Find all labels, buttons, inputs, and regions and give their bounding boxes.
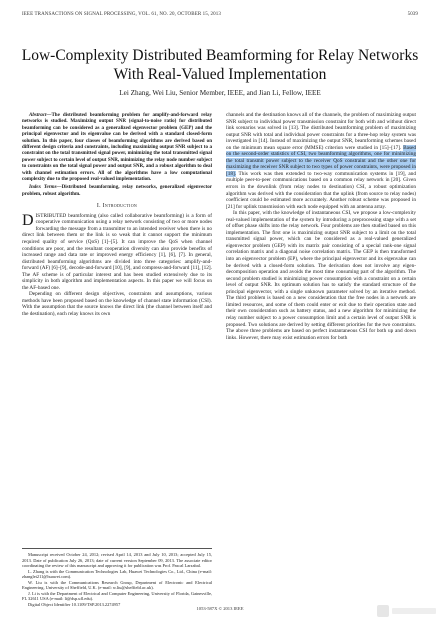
- watermark-logo: [376, 602, 438, 620]
- intro-paragraph-2: Depending on different design objectives, constraints and assumptions, various methods have been proposed based on the knowledge of channel state information (CSI). With the assumption that the source knows the direct link (the channel between itself and the destination), each relay knows its own: [22, 291, 212, 318]
- right-paragraph-1-start: channels and the destination knows all of the channels, the problem of maximizing output SNR subject to individual power transmission constraint for both with and without direct link scenarios was solved in [13]. The distributed beamforming problem of maximizing output SNR with total and individual power constraints for a three-hop relay system was investigated in [14]. Instead of maximizing the output SNR, beamforming schemes based on the minimum mean square error (MMSE) criterion were studied in [15]–[17].: [226, 112, 416, 151]
- intro-paragraph-1: [22, 213, 212, 292]
- abstract-lead: Abstract—: [29, 112, 52, 118]
- highlighted-text-selection[interactable]: Based on the second-order statistics of CSI, two beamforming algorithms, one for minimizing the total transmit power subject to the receiver QoS constraint and the other one for maximizing the receiver SNR subject to two types of power constraints, were proposed in [18].: [226, 144, 417, 177]
- index-terms-lead: Index Terms—: [29, 184, 62, 191]
- index-terms-text: Distributed beamforming, relay networks, generalized eigenvector problem, robust algorithm.: [22, 184, 212, 197]
- right-paragraph-2: In this paper, with the knowledge of instantaneous CSI, we propose a low-complexity real-valued implementation of the system by introducing a preprocessing stage with a set of offset phase shifts into the relay network. Four problems are then studied based on this implementation. The first one is maximizing output SNR subject to a limit on the total transmitted signal power, which can be considered as a real-valued generalized eigenvector problem (GEP) with its matrix pair consisting of a special rank-one signal correlation matrix and a diagonal noise correlation matrix. The GEP is then transformed into an eigenvector problem (EP), where the principal eigenvector and its eigenvalue can be derived with a closed-form solution. The derivation does not involve any eigen-decomposition operation and avoids the most time consuming part of the algorithm. The second problem studied is minimizing power consumption with a constraint on a certain level of output SNR. Its optimum solution has to satisfy the standard structure of the principal eigenvector, with a single unknown parameter solved by an iterative method. The third problem is based on a new consideration that the free nodes in a network are limited resources, and some of them could enter or exit due to their operation state and their own consideration such as battery status, and a new algorithm for minimizing the relay number subject to a power consumption limit and a certain level of output SNR is proposed. Two solutions are derived by setting different priorities for the two constraints. The above three problems are based on perfect instantaneous CSI for both up and down links. However, there may exist estimation errors for both: [226, 210, 416, 341]
- author-line: Lei Zhang, Wei Liu, Senior Member, IEEE, and Jian Li, Fellow, IEEE: [119, 89, 321, 97]
- running-header: [22, 12, 418, 17]
- footnote-manuscript: Manuscript received October 24, 2012; revised April 14, 2013 and July 10, 2013; accepted July 15, 2013. Date of publication July 26, 2013; date of current version September 09, 2013. The associate editor coordinating the review of this manuscript and approving it for publication was Prof. Pascal Larzabal.: [22, 552, 212, 568]
- abstract-text: The distributed beamforming problem for amplify-and-forward relay networks is studied. Maximizing output SNR (signal-to-noise ratio) for distributed beamforming can be considered as a generalized eigenvector problem (GEP) and the principal eigenvector and its eigenvalue can be derived with a standard closed-form solution. In this paper, four classes of beamforming algorithms are derived based on different design criteria and constraints, including maximizing output SNR subject to a constraint on the total transmitted signal power, minimizing the total transmitted signal power subject to certain level of output SNR, minimizing the relay node number subject to constraints on the total signal power and output SNR, and a robust algorithm to deal with channel estimation errors. All of the algorithms have a low computational complexity due to the proposed real-valued implementation.: [22, 112, 212, 183]
- footnote-doi: Digital Object Identifier 10.1109/TSP.2013.2274957: [28, 601, 121, 607]
- section-heading-introduction: I. Introduction: [96, 203, 138, 210]
- journal-citation: IEEE TRANSACTIONS ON SIGNAL PROCESSING, VOL. 61, NO. 20, OCTOBER 15, 2013: [22, 12, 221, 17]
- footnote-author-li: J. Li is with the Department of Electrical and Computer Engineering, University of Florida, Gainesville, FL 32611 USA (e-mail: li@dsp.ufl.edu).: [22, 590, 212, 601]
- right-paragraph-1-end: This work was then extended to two-way communication systems in [19], and multiple peer-to-peer communications based on a common relay network in [20]. Given errors in the downlink (from relay nodes to destination) CSI, a robust optimization algorithm was derived with the consideration that the uplink (from source to relay nodes) coefficient could be estimated more accurately. Another robust scheme was proposed in [21] for uplink transmission with each node equipped with an antenna array.: [226, 170, 416, 210]
- right-paragraph-1: [226, 112, 416, 210]
- footnote-author-zhang: L. Zhang is with the Communication Technologies Lab, Huawei Technologies Co., Ltd., China (e-mail: zhanglei211@huawei.com).: [22, 568, 212, 579]
- index-terms: [22, 184, 212, 197]
- footnote-author-liu: W. Liu is with the Communications Research Group, Department of Electronic and Electrical Engineering, University of Sheffield, U.K. (e-mail: w.liu@sheffield.ac.uk).: [22, 579, 212, 590]
- left-column: [22, 112, 212, 318]
- paper-title: Low-Complexity Distributed Beamforming for Relay Networks With Real-Valued Implementation: [21, 47, 419, 83]
- intro-paragraph-1-text: ISTRIBUTED beamforming (also called collaborative beamforming) is a form of cooperative communication using a relay network consisting of two or more nodes forwarding the message from a transmitter to an intended receiver when there is no direct link between them or the link is so weak that it cannot support the minimum required quality of service (QoS) [1]–[5]. It can improve the QoS when channel conditions are poor, and the resultant cooperation diversity can also provide benefits of increased range and data rate or improved energy efficiency [1], [6], [7]. In general, distributed beamforming algorithms are divided into three categories: amplify-and-forward (AF) [6]–[9], decode-and-forward [10], [9], and compress-and-forward [11], [12]. The AF scheme is of particular interest and has been studied extensively due to its simplicity in both algorithm and implementation aspects. In this paper we will focus on the AF-based one.: [22, 212, 212, 291]
- copyright-line: 1053-587X © 2013 IEEE: [196, 606, 244, 611]
- footnotes: [22, 548, 212, 607]
- drop-cap: D: [22, 211, 34, 229]
- abstract: [22, 112, 212, 182]
- page-number: 5039: [407, 12, 418, 17]
- right-column: [226, 112, 416, 341]
